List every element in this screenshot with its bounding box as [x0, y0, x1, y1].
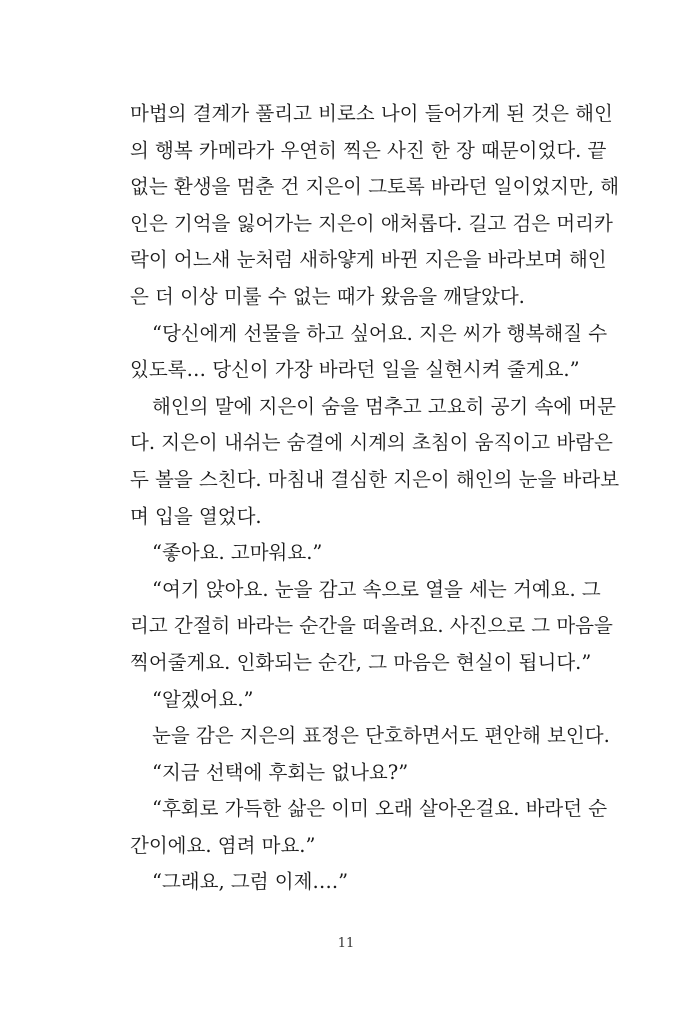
paragraph: [130, 96, 620, 316]
page-number: 11: [337, 936, 355, 951]
text-line: “그래요, 그럼 이제….”: [152, 870, 349, 894]
text-line: 리고 간절히 바라는 순간을 떠올려요. 사진으로 그 마음을: [130, 614, 613, 638]
text-line: “좋아요. 고마워요.”: [152, 541, 323, 565]
body-text: [130, 96, 620, 901]
paragraph: [130, 682, 592, 719]
paragraph: [130, 389, 620, 535]
text-line: 있도록… 당신이 가장 바라던 일을 실현시켜 줄게요.”: [130, 358, 580, 382]
text-line: 며 입을 열었다.: [130, 504, 262, 528]
paragraph: [130, 718, 610, 755]
paragraph: [130, 316, 608, 389]
text-line: “여기 앉아요. 눈을 감고 속으로 열을 세는 거예요. 그: [152, 577, 601, 601]
text-line: 두 볼을 스친다. 마침내 결심한 지은이 해인의 눈을 바라보: [130, 467, 620, 491]
text-line: 눈을 감은 지은의 표정은 단호하면서도 편안해 보인다.: [152, 724, 610, 748]
text-line: 은 더 이상 미룰 수 없는 때가 왔음을 깨달았다.: [130, 284, 525, 308]
text-line: “지금 선택에 후회는 없나요?”: [152, 760, 409, 784]
text-line: 없는 환생을 멈춘 건 지은이 그토록 바라던 일이었지만, 해: [130, 175, 620, 199]
text-line: “당신에게 선물을 하고 싶어요. 지은 씨가 행복해질 수: [152, 321, 608, 345]
text-line: 다. 지은이 내쉬는 숨결에 시계의 초침이 움직이고 바람은: [130, 431, 613, 455]
text-line: “후회로 가득한 삶은 이미 오래 살아온걸요. 바라던 순: [152, 797, 608, 821]
text-line: 락이 어느새 눈처럼 새하얗게 바뀐 지은을 바라보며 해인: [130, 248, 607, 272]
paragraph: [130, 864, 592, 901]
text-line: 해인의 말에 지은이 숨을 멈추고 고요히 공기 속에 머문: [152, 394, 617, 418]
paragraph: [130, 535, 592, 572]
text-line: 의 행복 카메라가 우연히 찍은 사진 한 장 때문이었다. 끝: [130, 138, 607, 162]
paragraph: [130, 572, 613, 682]
paragraph: [130, 791, 608, 864]
text-line: 인은 기억을 잃어가는 지은이 애처롭다. 길고 검은 머리카: [130, 211, 613, 235]
text-line: 간이에요. 염려 마요.”: [130, 833, 316, 857]
text-line: “알겠어요.”: [152, 687, 254, 711]
text-line: 마법의 결계가 풀리고 비로소 나이 들어가게 된 것은 해인: [130, 102, 613, 125]
paragraph: [130, 755, 592, 792]
text-line: 찍어줄게요. 인화되는 순간, 그 마음은 현실이 됩니다.”: [130, 650, 592, 674]
